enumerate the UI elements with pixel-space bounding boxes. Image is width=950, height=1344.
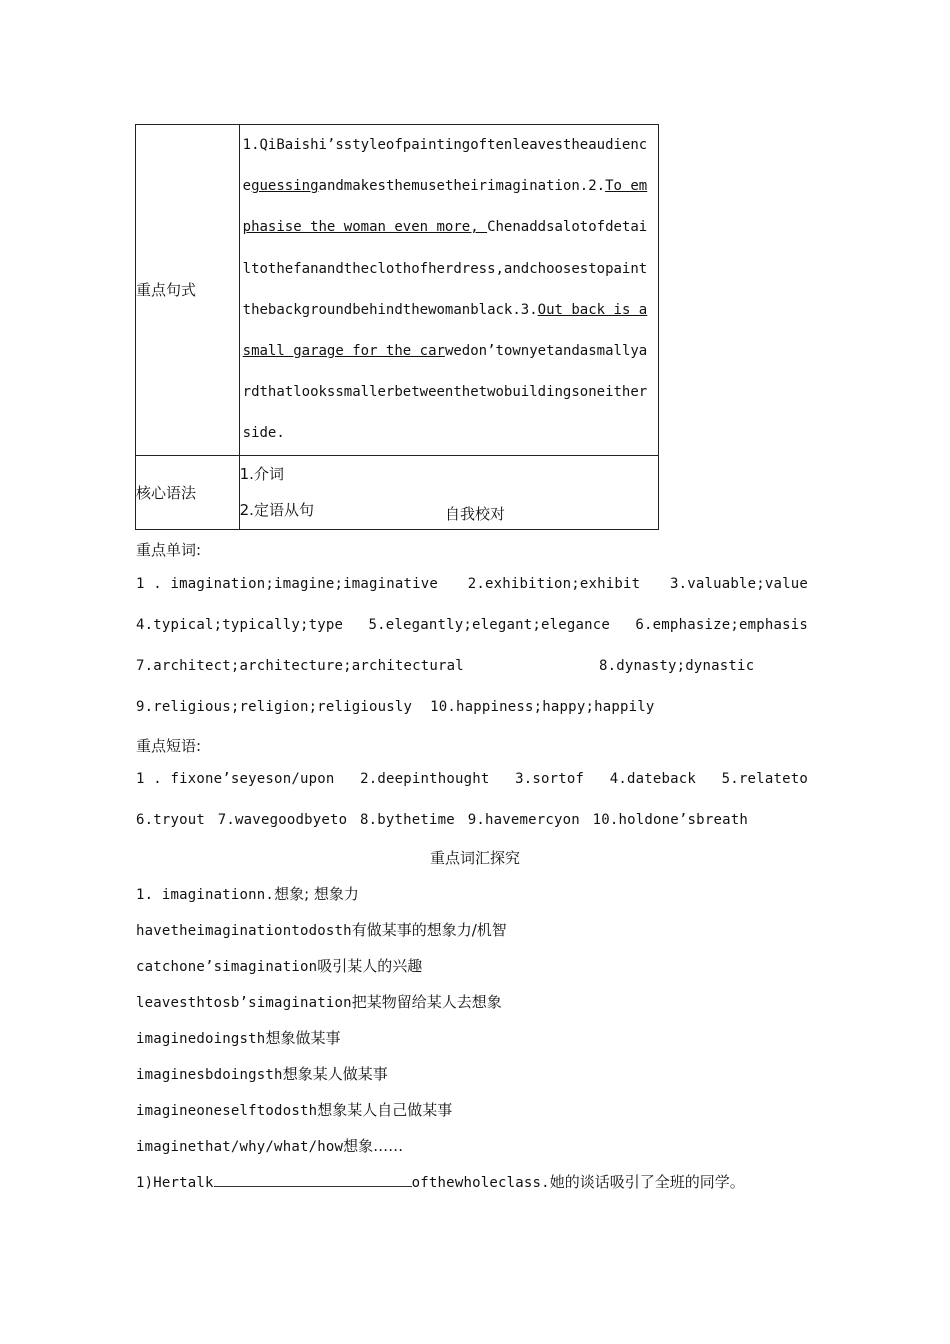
vocab-item-en: imaginesbdoingsth [136, 1067, 283, 1083]
words-row [136, 617, 808, 633]
grammar-item: 1.介词 [239, 465, 284, 484]
phrases-heading: 重点短语: [136, 737, 202, 755]
sentence-segment: wedon’townyetandasmallyardthatlookssmallerbetweenthetwobuildingsoneitherside. [242, 343, 648, 442]
word-item: 4.typical;typically;type [136, 617, 344, 633]
section-title-vocab: 重点词汇探究 [429, 849, 520, 867]
words-row [136, 699, 654, 715]
sentence-segment: andmakesthemusetheirimagination.2. [318, 178, 606, 195]
summary-table [135, 124, 659, 530]
vocab-item-zh: 想象…… [343, 1137, 404, 1155]
vocab-item-en: imaginethat/why/what/how [136, 1139, 344, 1155]
phrase-item: 1 . fixone’seyeson/upon [136, 771, 335, 787]
vocab-head-zh: 想象; 想象力 [274, 885, 359, 903]
words-row [136, 658, 464, 674]
word-item: 10.happiness;happy;happily [430, 699, 655, 715]
word-item: 8.dynasty;dynastic [599, 658, 755, 674]
table-row-sentences [136, 125, 659, 456]
vocab-item [136, 1027, 340, 1048]
phrase-item: 2.deepinthought [360, 771, 490, 787]
vocab-item-zh: 想象某人做某事 [282, 1065, 388, 1083]
word-item: 2.exhibition;exhibit [467, 576, 641, 592]
row-label-sentences: 重点句式 [136, 125, 240, 456]
vocab-item-zh: 有做某事的想象力/机智 [351, 921, 507, 939]
vocab-item [136, 1099, 452, 1120]
vocab-item-zh: 把某物留给某人去想象 [351, 993, 502, 1011]
vocab-item [136, 919, 507, 940]
sentence-segment: 1.QiBaishi’sstyleofpaintingoftenleavestheaudience [242, 137, 648, 195]
phrases-row [136, 771, 808, 787]
word-item: 5.elegantly;elegant;elegance [368, 617, 611, 633]
vocab-item [136, 991, 502, 1012]
vocab-item-zh: 想象某人自己做某事 [317, 1101, 453, 1119]
vocab-item [136, 955, 422, 976]
vocab-item-en: havetheimaginationtodosth [136, 923, 352, 939]
phrase-item: 9.havemercyon [467, 812, 580, 828]
word-item: 6.emphasize;emphasis [635, 617, 808, 633]
vocab-item-zh: 想象做某事 [265, 1029, 341, 1047]
exercise-zh: 她的谈话吸引了全班的同学。 [549, 1173, 745, 1191]
sentence-segment: Chenaddsalotofdetailtothefanandtheclothofherdress,andchoosestopaintthebackgroundbehindthewomanblack.3. [242, 219, 648, 318]
vocab-head [136, 883, 359, 904]
vocab-item-zh: 吸引某人的兴趣 [317, 957, 423, 975]
vocab-item-en: catchone’simagination [136, 959, 318, 975]
words-row [136, 576, 808, 592]
vocab-item [136, 1135, 403, 1156]
row-label-grammar: 核心语法 [136, 455, 240, 529]
underlined-segment: To emphasise the woman even more, [242, 178, 648, 236]
underlined-segment: Out back is a small garage for the car [242, 301, 648, 360]
vocab-head-en: 1. imaginationn. [136, 887, 275, 903]
phrase-item: 3.sortof [515, 771, 585, 787]
phrase-item: 6.tryout [136, 812, 206, 828]
phrase-item: 4.dateback [609, 771, 697, 787]
section-title-check: 自我校对 [444, 505, 505, 523]
word-item: 9.religious;religion;religiously [136, 699, 413, 715]
words-heading: 重点单词: [136, 541, 202, 559]
word-item: 3.valuable;value [669, 576, 808, 592]
grammar-item: 2.定语从句 [239, 501, 314, 520]
sentences-cell [239, 125, 658, 456]
phrase-item: 7.wavegoodbyeto [217, 812, 348, 828]
vocab-item-en: imaginedoingsth [136, 1031, 266, 1047]
vocab-item-en: leavesthtosb’simagination [136, 995, 352, 1011]
exercise-line [136, 1171, 745, 1192]
underlined-segment: guessing [251, 178, 319, 195]
key-sentences-paragraph [240, 125, 658, 455]
answer-blank[interactable] [214, 1174, 412, 1187]
phrase-item: 10.holdone’sbreath [592, 812, 748, 828]
phrase-item: 5.relateto [721, 771, 808, 787]
words-row-right [599, 658, 754, 674]
word-item: 7.architect;architecture;architectural [136, 658, 464, 674]
exercise-pre: 1)Hertalk [136, 1175, 214, 1191]
vocab-item-en: imagineoneselftodosth [136, 1103, 318, 1119]
exercise-post: ofthewholeclass. [411, 1175, 550, 1191]
vocab-item [136, 1063, 388, 1084]
phrase-item: 8.bythetime [360, 812, 455, 828]
word-item: 1 . imagination;imagine;imaginative [136, 576, 439, 592]
phrases-row [136, 812, 748, 828]
